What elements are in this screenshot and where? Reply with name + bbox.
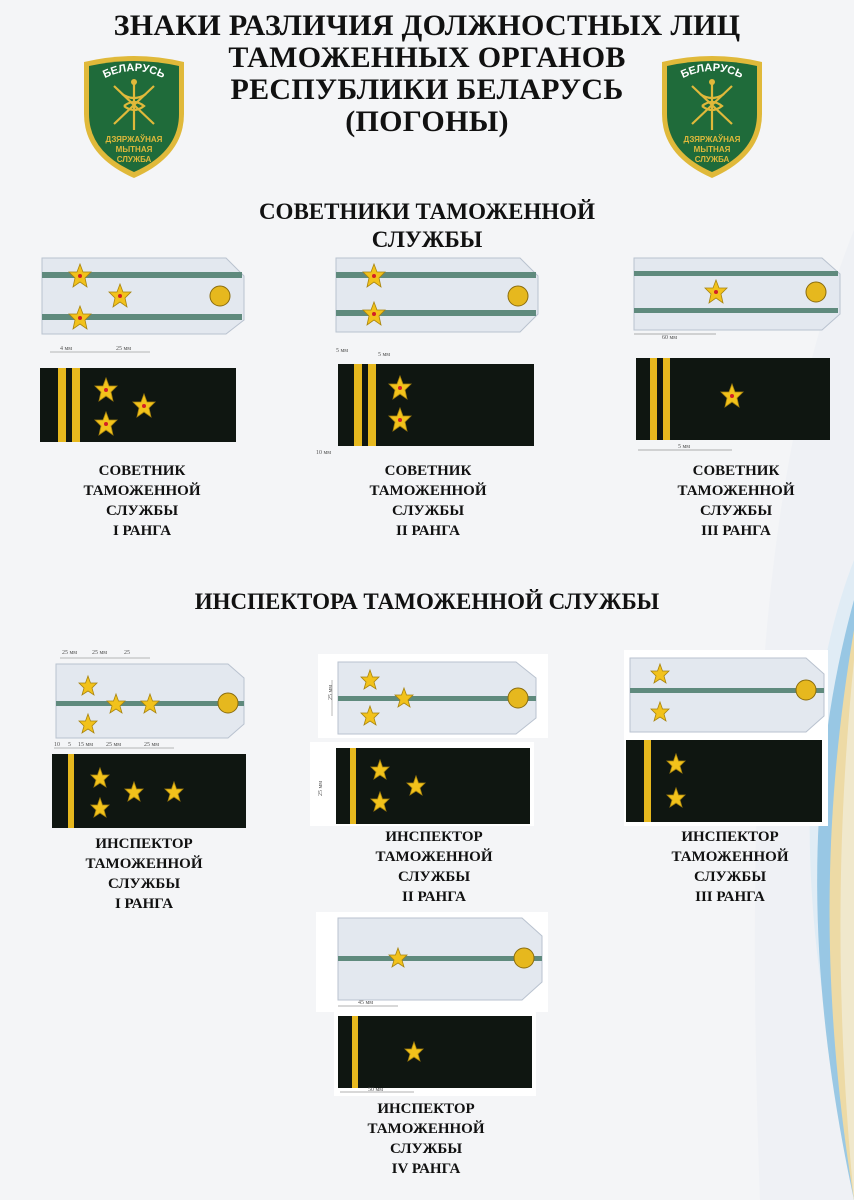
caption-line: СОВЕТНИК — [384, 463, 472, 479]
caption-line: II РАНГА — [396, 523, 460, 539]
shoulder-board-dark-advisor-2 — [316, 342, 538, 456]
rank-caption-advisor-3 — [656, 461, 816, 541]
shoulder-board-light-advisor-1 — [40, 254, 246, 338]
rank-caption-inspector-3 — [650, 827, 810, 907]
shoulder-board-dark-advisor-1 — [40, 342, 240, 446]
dimension-label: 25 — [124, 650, 130, 656]
shoulder-board-dark-inspector-3 — [624, 736, 828, 826]
caption-line: ТАМОЖЕННОЙ — [83, 483, 201, 499]
rank-caption-advisor-2 — [348, 461, 508, 541]
caption-line: ТАМОЖЕННОЙ — [677, 483, 795, 499]
caption-line: ТАМОЖЕННОЙ — [375, 849, 493, 865]
caption-line: II РАНГА — [402, 889, 466, 905]
caption-line: ТАМОЖЕННОЙ — [671, 849, 789, 865]
caption-line: СОВЕТНИК — [692, 463, 780, 479]
advisors-heading-line-2: СЛУЖБЫ — [371, 227, 483, 252]
emblem-bottom-line2: МЫТНАЯ — [115, 145, 153, 154]
dimension-label: 25 мм — [62, 650, 78, 656]
button-icon — [508, 286, 528, 306]
caption-line: ИНСПЕКТОР — [95, 836, 193, 852]
rank-caption-inspector-1 — [64, 834, 224, 914]
dimension-label: 25 мм — [116, 346, 132, 352]
caption-line: СЛУЖБЫ — [693, 869, 767, 885]
caption-line: III РАНГА — [695, 889, 765, 905]
emblem-top-text: БЕЛАРУСЬ — [101, 61, 167, 81]
emblem-bottom-line1: ДЗЯРЖАЎНАЯ — [683, 135, 741, 144]
dimension-label: 5 мм — [378, 352, 391, 358]
caption-line: I РАНГА — [112, 523, 172, 539]
button-icon — [796, 680, 816, 700]
button-icon — [218, 693, 238, 713]
shoulder-board-light-inspector-3 — [624, 650, 828, 736]
title-line-4: (ПОГОНЫ) — [345, 105, 509, 138]
dimension-label: 5 мм — [678, 444, 691, 450]
shoulder-board-dark-inspector-1 — [52, 738, 250, 830]
dimension-label: 10 — [54, 742, 60, 748]
shoulder-board-light-inspector-2 — [318, 654, 548, 738]
advisors-section-heading — [190, 198, 664, 254]
dimension-label: 25 мм — [106, 742, 122, 748]
caption-line: ИНСПЕКТОР — [377, 1101, 475, 1117]
dimension-label: 25 мм — [144, 742, 160, 748]
shoulder-board-dark-inspector-4 — [334, 1012, 536, 1096]
caption-line: ИНСПЕКТОР — [681, 829, 779, 845]
dimension-label: 5 мм — [336, 348, 349, 354]
caption-line: СЛУЖБЫ — [391, 503, 465, 519]
emblem-bottom-line1: ДЗЯРЖАЎНАЯ — [105, 135, 163, 144]
dimension-label: 60 мм — [662, 335, 678, 340]
emblem-top-text: БЕЛАРУСЬ — [679, 61, 745, 81]
emblem-bottom-line2: МЫТНАЯ — [693, 145, 731, 154]
shoulder-board-dark-advisor-3 — [634, 356, 834, 456]
inspectors-section-heading: ИНСПЕКТОРА ТАМОЖЕННОЙ СЛУЖБЫ — [194, 589, 660, 614]
shoulder-board-dark-inspector-2 — [310, 742, 534, 826]
caption-line: СЛУЖБЫ — [397, 869, 471, 885]
caption-line: ТАМОЖЕННОЙ — [85, 856, 203, 872]
shoulder-board-light-inspector-1 — [50, 646, 246, 740]
shoulder-board-light-inspector-4 — [316, 912, 548, 1012]
title-line-1: ЗНАКИ РАЗЛИЧИЯ ДОЛЖНОСТНЫХ ЛИЦ — [113, 9, 741, 42]
shoulder-board-light-advisor-3 — [632, 256, 842, 340]
advisors-heading-line-1: СОВЕТНИКИ ТАМОЖЕННОЙ — [258, 199, 596, 224]
caption-line: ИНСПЕКТОР — [385, 829, 483, 845]
caption-line: I РАНГА — [114, 896, 174, 912]
button-icon — [806, 282, 826, 302]
caption-line: СЛУЖБЫ — [105, 503, 179, 519]
button-icon — [508, 688, 528, 708]
caption-line: СЛУЖБЫ — [699, 503, 773, 519]
shoulder-board-light-advisor-2 — [334, 256, 540, 334]
caption-line: IV РАНГА — [391, 1161, 461, 1177]
rank-caption-inspector-2 — [354, 827, 514, 907]
caption-line: СЛУЖБЫ — [389, 1141, 463, 1157]
caption-line: СЛУЖБЫ — [107, 876, 181, 892]
caption-line: ТАМОЖЕННОЙ — [367, 1121, 485, 1137]
rank-caption-inspector-4 — [346, 1099, 506, 1179]
dimension-label: 50 мм — [368, 1087, 384, 1093]
dimension-label: 25 мм — [318, 780, 324, 796]
caption-line: ТАМОЖЕННОЙ — [369, 483, 487, 499]
page-title — [60, 10, 794, 138]
button-icon — [210, 286, 230, 306]
rank-caption-advisor-1 — [62, 461, 222, 541]
dimension-label: 25 мм — [328, 684, 334, 700]
dimension-label: 5 — [68, 742, 71, 748]
dimension-label: 45 мм — [358, 1000, 374, 1006]
dimension-label: 10 мм — [316, 450, 332, 456]
emblem-bottom-line3: СЛУЖБА — [116, 155, 152, 164]
caption-line: III РАНГА — [701, 523, 771, 539]
title-line-2: ТАМОЖЕННЫХ ОРГАНОВ — [228, 41, 626, 74]
emblem-bottom-line3: СЛУЖБА — [694, 155, 730, 164]
dimension-label: 4 мм — [60, 346, 73, 352]
dimension-label: 25 мм — [92, 650, 108, 656]
caption-line: СОВЕТНИК — [98, 463, 186, 479]
dimension-label: 15 мм — [78, 742, 94, 748]
title-line-3: РЕСПУБЛИКИ БЕЛАРУСЬ — [230, 73, 624, 106]
button-icon — [514, 948, 534, 968]
